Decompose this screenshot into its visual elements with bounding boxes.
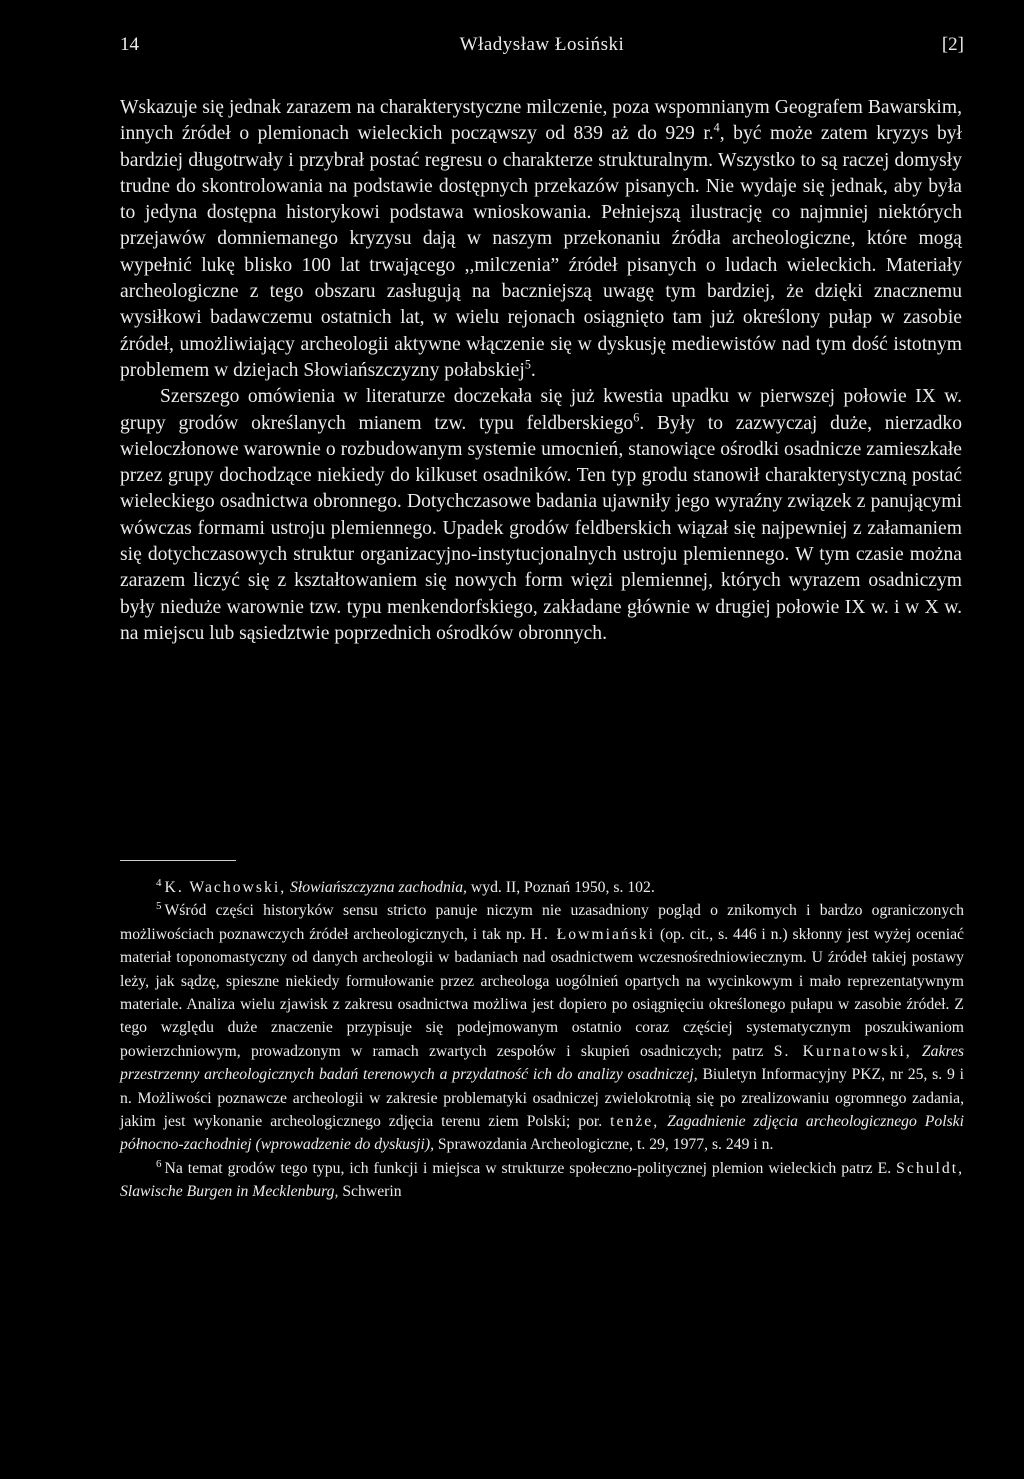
author-name: S. Kurnatowski, [773,1042,912,1060]
footnote-ref-6[interactable]: 6 [633,410,640,425]
footnote-text: Biuletyn Informacyjny PKZ, nr 25, s. 9 i n. Możliwości poznawcze archeologii w zakresie problematyki osadniczej zwielokrotnią się po zrealizowaniu ogromnego zadania, jakim jest wykonanie archeologicznego zdjęcia terenu ziem Polski; por. [120,1066,965,1131]
footnote-text: (op. cit., s. 446 i n.) skłonny jest wyżej oceniać materiał toponomastyczny od danych archeologii w badaniach nad osadnictwem wczesnośredniowiecznym. U źródeł takiej postawy leży, jak sądzę, spieszne niekiedy formułowanie przez archeologa uogólnień opartych na wycinkowym i mało reprezentatywnym materiale. Analiza wielu zjawisk z zakresu osadnictwa możliwa jest dopiero po osiągnięciu określonego pułapu w zasobie źródeł. Z tego względu duże znaczenie przypisuje się podejmowanym ostatnio coraz częściej systematycznym poszukiwaniom powierzchniowym, prowadzonym w ramach zwartych zespołów i skupień osadniczych; patrz [120,925,965,1060]
paragraph-text: . [530,359,536,381]
footnote-text: wyd. II, Poznań 1950, s. 102. [470,879,655,896]
footnote-mark: 6 [156,1157,162,1170]
paragraph-1 [120,95,962,384]
author-name: H. Łowmiański [530,925,656,943]
footnote-text: Wśród części historyków sensu stricto panuje niczym nie uzasadniony pogląd o znikomych i bardzo ograniczonych możliwościach poznawczych źródeł archeologicznych, i tak np. [120,902,964,943]
work-title: Zagadnienie zdjęcia archeologicznego Polski północno-zachodniej (wprowadzenie do dyskusji), [120,1113,965,1154]
footnote-mark: 4 [156,876,162,889]
author-name: Schuldt, [896,1159,964,1177]
main-text [120,95,962,647]
footnote-mark: 5 [156,900,162,913]
paragraph-text: , być może zatem kryzys był bardziej długotrwały i przybrał postać regresu o charakterze strukturalnym. Wszystko to są raczej domysły trudne do skontrolowania na podstawie dostępnych przekazów pisanych. Nie wydaje się jednak, aby była to jedyna dostępna historykowi podstawa wnioskowania. Pełniejszą ilustrację co najmniej niektórych przejawów domniemanego kryzysu dają w naszym przekonaniu źródła archeologiczne, które mogą wypełnić lukę blisko 100 lat trwającego ,,milczenia” źródeł pisanych o ludach wieleckich. Materiały archeologiczne z tego obszaru zasługują na baczniejszą uwagę tym bardziej, że dzięki znacznemu wysiłkowi badawczemu ostatnich lat, w wielu rejonach osiągnięto tam już określony pułap w zasobie źródeł, umożliwiający archeologii aktywne włączenie się w dyskusję mediewistów nad tym dość istotnym problemem w dziejach Słowiańszczyzny połabskiej [120,123,962,381]
paragraph-text: Szerszego omówienia w literaturze doczekała się już kwestia upadku w pierwszej połowie IX w. grupy grodów określanych mianem tzw. typu feldberskiego [120,386,962,434]
page-header [120,34,964,62]
paragraph-text: . Były to zazwyczaj duże, nierzadko wieloczłonowe warownie o rozbudowanym systemie umocnień, stanowiące ośrodki osadnicze zamieszkałe przez grupy dochodzące niekiedy do kilkuset osadników. Ten typ grodu stanowił charakterystyczną postać wieleckiego osadnictwa obronnego. Dotychczasowe badania ujawniły jego wyraźny związek z panującymi wówczas formami ustroju plemiennego. Upadek grodów feldberskich wiązał się najpewniej z załamaniem się dotychczasowych struktur organizacyjno-instytucjonalnych ustroju plemiennego. W tym czasie można zarazem liczyć się z kształtowaniem się nowych form więzi plemiennej, których wyrazem osadniczym były nieduże warownie tzw. typu menkendorfskiego, zakładane głównie w drugiej połowie IX w. i w X w. na miejscu lub sąsiedztwie poprzednich ośrodków obronnych. [120,412,962,644]
author-name: K. Wachowski, [164,879,287,896]
running-title: Władysław Łosiński [459,34,625,55]
footnote-text: Schwerin [342,1183,402,1201]
section-mark: [2] [941,34,964,55]
footnote-4 [120,876,964,899]
page-number: 14 [120,34,139,55]
footnote-text: Na temat grodów tego typu, ich funkcji i miejsca w strukturze społeczno-politycznej plemion wieleckich patrz E. [164,1159,892,1177]
footnotes [120,876,964,1204]
footnote-text: Sprawozdania Archeologiczne, t. 29, 1977, s. 249 i n. [437,1136,774,1154]
paragraph-text: Wskazuje się jednak zarazem na charakterystyczne milczenie, poza wspomnianym Geografem Bawarskim, innych źródeł o plemionach wieleckich począwszy od 839 aż do 929 r. [120,97,962,145]
author-name: tenże, [610,1113,660,1131]
footnote-ref-5[interactable]: 5 [524,357,531,372]
footnote-5 [120,899,964,1156]
work-title: Zakres przestrzenny archeologicznych badań terenowych a przydatność ich do analizy osadniczej, [120,1042,965,1084]
footnote-ref-4[interactable]: 4 [713,120,720,135]
work-title: Slawische Burgen in Mecklenburg, [120,1183,339,1201]
work-title: Słowiańszczyzna zachodnia, [290,879,467,896]
footnote-6 [120,1157,964,1204]
paragraph-2 [120,384,962,647]
footnote-divider [120,860,236,861]
